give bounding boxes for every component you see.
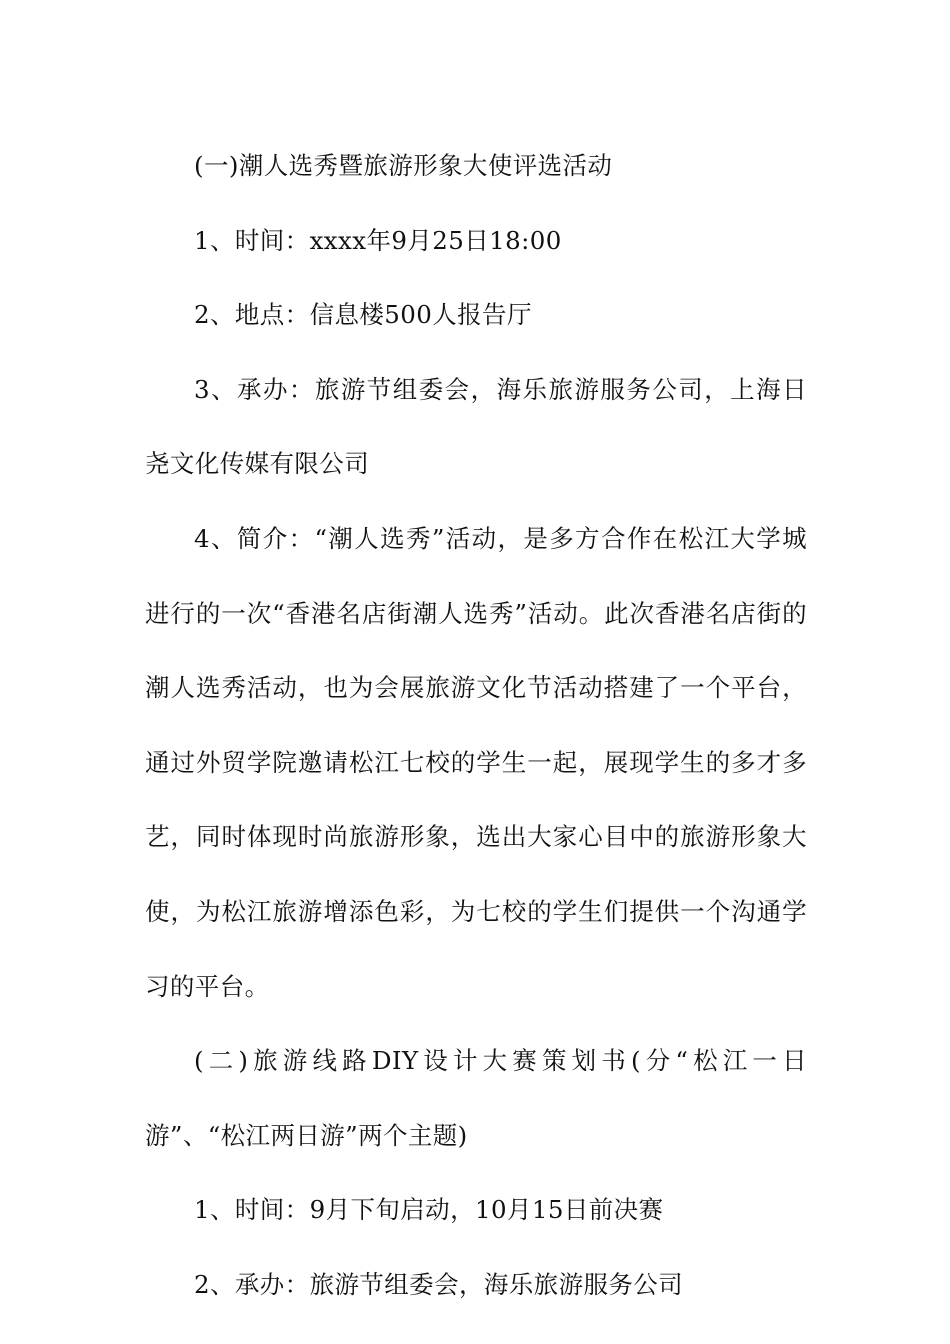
contest-time: 1、时间：9月下旬启动，10月15日前决赛 xyxy=(194,1195,664,1225)
event-introduction: 4、简介：“潮人选秀”活动，是多方合作在松江大学城进行的一次“香港名店街潮人选秀”活动。此次香港名店街的潮人选秀活动，也为会展旅游文化节活动搭建了一个平台，通过外贸学院邀请松江七校的学生一起，展现学生的多才多艺，同时体现时尚旅游形象，选出大家心目中的旅游形象大使，为松江旅游增添色彩，为七校的学生们提供一个沟通学习的平台。 xyxy=(145,523,807,1001)
document-body xyxy=(145,129,807,1323)
event-organizer: 3、承办：旅游节组委会，海乐旅游服务公司，上海日尧文化传媒有限公司 xyxy=(145,374,807,479)
event-time: 1、时间：xxxx年9月25日18:00 xyxy=(194,225,562,255)
event-location: 2、地点：信息楼500人报告厅 xyxy=(194,300,532,330)
contest-organizer: 2、承办：旅游节组委会，海乐旅游服务公司 xyxy=(194,1269,684,1299)
section-heading-1: (一)潮人选秀暨旅游形象大使评选活动 xyxy=(194,151,613,180)
section-heading-2: (二)旅游线路DIY设计大赛策划书(分“松江一日游”、“松江两日游”两个主题) xyxy=(145,1046,807,1150)
